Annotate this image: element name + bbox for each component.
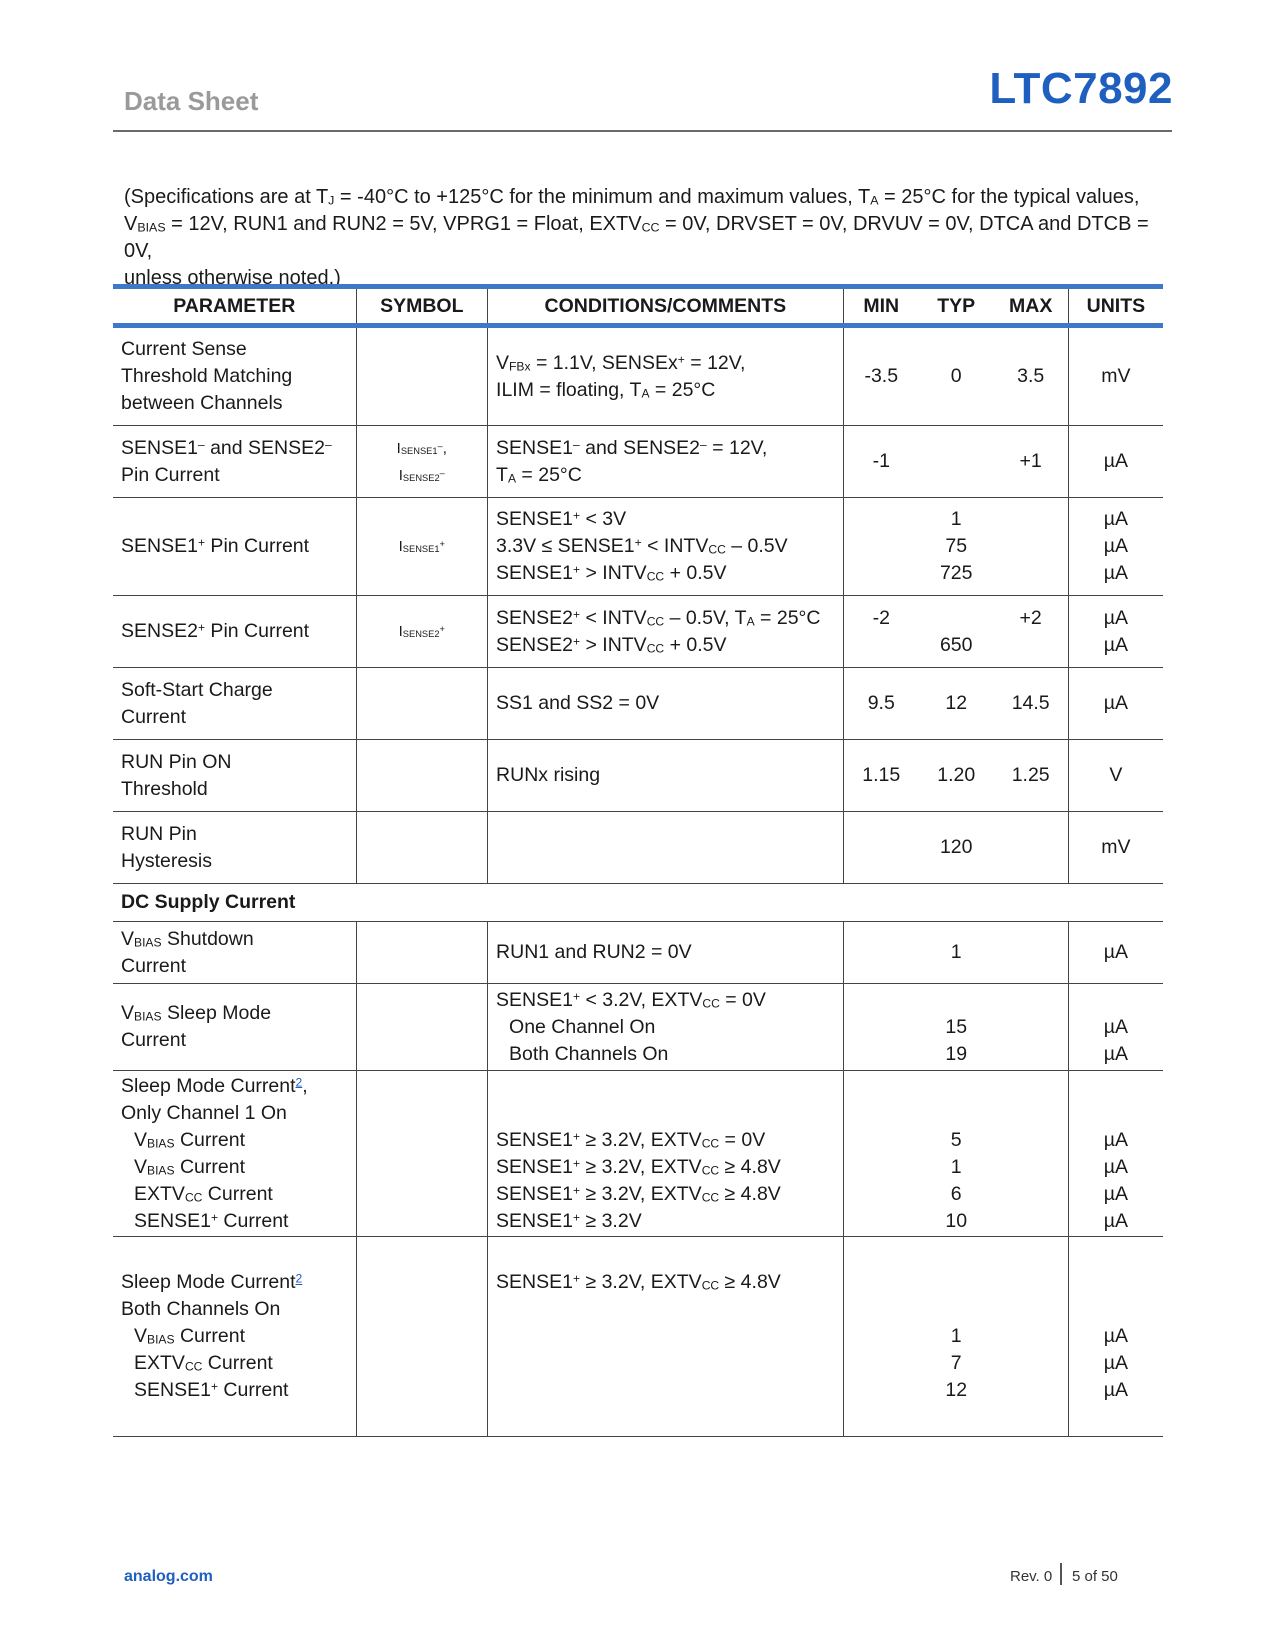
units-cell: µA xyxy=(1068,426,1163,498)
param-cell: RUN Pin Hysteresis xyxy=(113,812,356,884)
max-cell xyxy=(994,1071,1069,1237)
col-header-symbol: SYMBOL xyxy=(356,287,488,326)
conditions-cell: SENSE1– and SENSE2– = 12V, $T_A = 25^\circ C$ xyxy=(488,426,844,498)
max-cell: 1.25 xyxy=(994,740,1069,812)
conditions-cell: RUNx rising xyxy=(488,740,844,812)
revision-label: Rev. 0 xyxy=(1010,1568,1053,1585)
symbol-cell xyxy=(356,984,488,1071)
col-header-conditions: CONDITIONS/COMMENTS xyxy=(488,287,844,326)
footnote-link[interactable]: 2 xyxy=(295,1075,303,1090)
units-cell: mV xyxy=(1068,326,1163,426)
typ-cell: 1 xyxy=(919,922,994,984)
symbol-cell xyxy=(356,740,488,812)
table-row xyxy=(113,812,1163,884)
max-cell: +1 xyxy=(994,426,1069,498)
max-cell xyxy=(994,922,1069,984)
param-cell: Sleep Mode Current$^2$, Only Channel 1 On $V_{BIAS}$ Current $V_{BIAS}$ Current $EXTV_{CC}$ Current SENSE1+ Current xyxy=(113,1071,356,1237)
doc-type-label: Data Sheet xyxy=(124,86,259,116)
param-cell: $V_{BIAS}$ Sleep Mode Current xyxy=(113,984,356,1071)
min-cell xyxy=(843,984,919,1071)
table-row xyxy=(113,984,1163,1071)
col-header-min: MIN xyxy=(843,287,919,326)
conditions-cell xyxy=(488,812,844,884)
min-cell xyxy=(843,498,919,596)
footnote-link[interactable]: 2 xyxy=(295,1271,303,1286)
header-divider xyxy=(113,130,1172,132)
col-header-typ: TYP xyxy=(919,287,994,326)
electrical-characteristics-table xyxy=(113,284,1163,1437)
col-header-parameter: PARAMETER xyxy=(113,287,356,326)
typ-cell: 1 75 725 xyxy=(919,498,994,596)
units-cell: µA µA xyxy=(1068,984,1163,1071)
table-row xyxy=(113,426,1163,498)
spec-conditions-note: (Specifications are at $T_J = -40^\circ C$ to +125°C for the minimum and maximum values, $T_A = 25^\circ C$ for the typical values, $V_{BIAS} = 12V$, RUN1 and RUN2 = 5V, VPRG1 = Float, $EXTV_{CC} = 0V$, DRVSET = 0V, DRVUV = 0V, DTCA and DTCB = 0V, unless otherwise noted.) xyxy=(124,186,1149,289)
typ-cell: 15 19 xyxy=(919,984,994,1071)
max-cell xyxy=(994,812,1069,884)
section-row xyxy=(113,884,1163,922)
symbol-cell xyxy=(356,1071,488,1237)
symbol-cell xyxy=(356,326,488,426)
table-row xyxy=(113,668,1163,740)
conditions-cell: RUN1 and RUN2 = 0V xyxy=(488,922,844,984)
symbol-cell xyxy=(356,922,488,984)
param-cell: SENSE1– and SENSE2– Pin Current xyxy=(113,426,356,498)
param-cell: SENSE2+ Pin Current xyxy=(113,596,356,668)
table-row xyxy=(113,922,1163,984)
units-cell: mV xyxy=(1068,812,1163,884)
conditions-cell: SENSE2+ < $INTV_{CC} - 0.5V$, $T_A = 25^\circ C$ SENSE2+ > $INTV_{CC} + 0.5V$ xyxy=(488,596,844,668)
typ-cell xyxy=(919,426,994,498)
units-cell: µA µA µA xyxy=(1068,1237,1163,1437)
typ-cell: 1 7 12 xyxy=(919,1237,994,1437)
units-cell: µA µA xyxy=(1068,596,1163,668)
section-title: DC Supply Current xyxy=(113,884,1163,922)
min-cell xyxy=(843,812,919,884)
table-header-row xyxy=(113,287,1163,326)
units-cell: µA xyxy=(1068,668,1163,740)
table-row xyxy=(113,1071,1163,1237)
col-header-units: UNITS xyxy=(1068,287,1163,326)
symbol-cell xyxy=(356,812,488,884)
footer-divider xyxy=(1060,1563,1062,1585)
min-cell: 9.5 xyxy=(843,668,919,740)
table-row xyxy=(113,498,1163,596)
typ-cell: 650 xyxy=(919,596,994,668)
min-cell: -1 xyxy=(843,426,919,498)
typ-cell: 120 xyxy=(919,812,994,884)
min-cell: 1.15 xyxy=(843,740,919,812)
max-cell: 3.5 xyxy=(994,326,1069,426)
units-cell: V xyxy=(1068,740,1163,812)
symbol-cell xyxy=(356,668,488,740)
max-cell: 14.5 xyxy=(994,668,1069,740)
typ-cell: 1.20 xyxy=(919,740,994,812)
col-header-max: MAX xyxy=(994,287,1069,326)
conditions-cell: SENSE1+ < 3V 3.3V ≤ SENSE1+ < $INTV_{CC} - 0.5V$ SENSE1+ > $INTV_{CC} + 0.5V$ xyxy=(488,498,844,596)
param-cell: SENSE1+ Pin Current xyxy=(113,498,356,596)
max-cell: +2 xyxy=(994,596,1069,668)
max-cell xyxy=(994,1237,1069,1437)
table-row xyxy=(113,740,1163,812)
param-cell: RUN Pin ON Threshold xyxy=(113,740,356,812)
typ-cell: 5 1 6 10 xyxy=(919,1071,994,1237)
typ-cell: 0 xyxy=(919,326,994,426)
min-cell xyxy=(843,922,919,984)
typ-cell: 12 xyxy=(919,668,994,740)
param-cell: Current Sense Threshold Matching between Channels xyxy=(113,326,356,426)
conditions-cell: SENSE1+ ≥ 3.2V, $EXTV_{CC} \ge 4.8V$ xyxy=(488,1237,844,1437)
part-number-title: LTC7892 xyxy=(989,64,1173,113)
table-row xyxy=(113,596,1163,668)
param-cell: Sleep Mode Current$^2$ Both Channels On $V_{BIAS}$ Current $EXTV_{CC}$ Current SENSE1+ Current xyxy=(113,1237,356,1437)
max-cell xyxy=(994,984,1069,1071)
conditions-cell: $V_{FBx} = 1.1V$, SENSEx+ = 12V, ILIM = floating, $T_A = 25^\circ C$ xyxy=(488,326,844,426)
units-cell: µA µA µA µA xyxy=(1068,1071,1163,1237)
conditions-cell: SS1 and SS2 = 0V xyxy=(488,668,844,740)
units-cell: µA xyxy=(1068,922,1163,984)
symbol-cell: $I_{SENSE1}^+$ xyxy=(356,498,488,596)
symbol-cell xyxy=(356,1237,488,1437)
table-row xyxy=(113,1237,1163,1437)
min-cell xyxy=(843,1237,919,1437)
max-cell xyxy=(994,498,1069,596)
min-cell: -2 xyxy=(843,596,919,668)
table-row xyxy=(113,326,1163,426)
page-number: 5 of 50 xyxy=(1072,1568,1118,1585)
min-cell: -3.5 xyxy=(843,326,919,426)
website-link[interactable]: analog.com xyxy=(124,1568,213,1585)
units-cell: µA µA µA xyxy=(1068,498,1163,596)
conditions-cell: SENSE1+ ≥ 3.2V, $EXTV_{CC} = 0V$ SENSE1+ ≥ 3.2V, $EXTV_{CC} \ge 4.8V$ SENSE1+ ≥ 3.2V, $EXTV_{CC} \ge 4.8V$ SENSE1+ ≥ 3.2V xyxy=(488,1071,844,1237)
param-cell: $V_{BIAS}$ Shutdown Current xyxy=(113,922,356,984)
conditions-cell: SENSE1+ < 3.2V, $EXTV_{CC} = 0V$ One Channel On Both Channels On xyxy=(488,984,844,1071)
symbol-cell: $I_{SENSE1}^-$, $I_{SENSE2}^-$ xyxy=(356,426,488,498)
symbol-cell: $I_{SENSE2}^+$ xyxy=(356,596,488,668)
min-cell xyxy=(843,1071,919,1237)
param-cell: Soft-Start Charge Current xyxy=(113,668,356,740)
